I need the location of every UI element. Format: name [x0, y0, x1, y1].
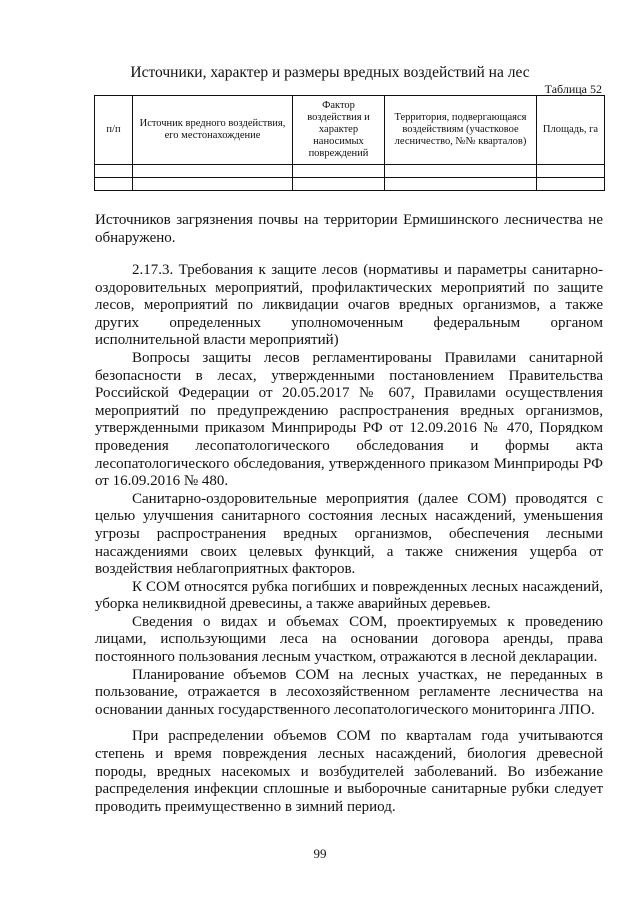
table-cell: [385, 178, 537, 191]
table-cell: [95, 178, 133, 191]
soil-note: Источников загрязнения почвы на территории Ермишинского лесничества не обнаружено.: [95, 212, 603, 246]
table-cell: [293, 165, 385, 178]
header-factor: Фактор воздействия и характер наносимых повреждений: [293, 96, 385, 165]
header-territory: Территория, подвергающаяся воздействиям (участковое лесничество, №№ кварталов): [385, 96, 537, 165]
paragraph-regulations: Вопросы защиты лесов регламентированы Правилами санитарной безопасности в лесах, утвержденными постановлением Правительства Российской Федерации от 20.05.2017 № 607, Правилами осуществления мероприятий по предупреждению распространения вредных организмов, утвержденными приказом Минприроды РФ от 12.09.2016 № 470, Порядком проведения лесопатологического обследования и формы акта лесопатологического обследования, утвержденного приказом Минприроды РФ от 16.09.2016 № 480.: [95, 349, 603, 490]
table-row: [95, 165, 605, 178]
paragraph-som-planning: Планирование объемов СОМ на лесных участках, не переданных в пользование, отражается в лесохозяйственном регламенте лесничества на основании данных государственного лесопатологического мониторинга ЛПО.: [95, 666, 603, 718]
soil-note-block: [95, 212, 603, 247]
impact-sources-table: [94, 95, 605, 191]
paragraph-som-declaration: Сведения о видах и объемах СОМ, проектируемых к проведению лицами, использующими леса на основании договора аренды, права постоянного пользования лесным участком, отражаются в лесной декларации.: [95, 613, 603, 666]
table-caption: Таблица 52: [544, 82, 602, 96]
table-cell: [293, 178, 385, 191]
table-cell: [537, 178, 605, 191]
table-cell: [95, 165, 133, 178]
paragraph-som-purpose: Санитарно-оздоровительные мероприятия (далее СОМ) проводятся с целью улучшения санитарного состояния лесных насаждений, уменьшения угрозы распространения вредных организмов, обеспечения лесными насаждениями своих целевых функций, а также снижения ущерба от воздействия неблагоприятных факторов.: [95, 490, 603, 578]
header-source: Источник вредного воздействия, его местонахождение: [133, 96, 293, 165]
table-cell: [133, 165, 293, 178]
paragraph-som-distribution: При распределении объемов СОМ по кварталам года учитываются степень и время повреждения лесных насаждений, биология древесной породы, вредных насекомых и возбудителей заболеваний. Во избежание распределения инфекции сплошные и выборочные санитарные рубки следует проводить преимущественно в зимний период.: [95, 728, 603, 815]
paragraph-gap: [95, 719, 603, 728]
table-row: [95, 178, 605, 191]
body-text: [95, 262, 603, 816]
table-cell: [537, 165, 605, 178]
paragraph-som-types: К СОМ относятся рубка погибших и поврежденных лесных насаждений, уборка неликвидной древесины, а также аварийных деревьев.: [95, 578, 603, 613]
page-number: 99: [313, 846, 327, 861]
table-header-row: [95, 96, 605, 165]
table-cell: [133, 178, 293, 191]
section-title: Источники, характер и размеры вредных воздействий на лес: [130, 64, 530, 81]
table-cell: [385, 165, 537, 178]
paragraph-requirements: 2.17.3. Требования к защите лесов (нормативы и параметры санитарно-оздоровительных мероприятий, профилактических мероприятий по защите лесов, мероприятий по ликвидации очагов вредных организмов, а также других определенных уполномоченным федеральным органом исполнительной власти мероприятий): [95, 262, 603, 349]
header-area: Площадь, га: [537, 96, 605, 165]
header-number: п/п: [95, 96, 133, 165]
